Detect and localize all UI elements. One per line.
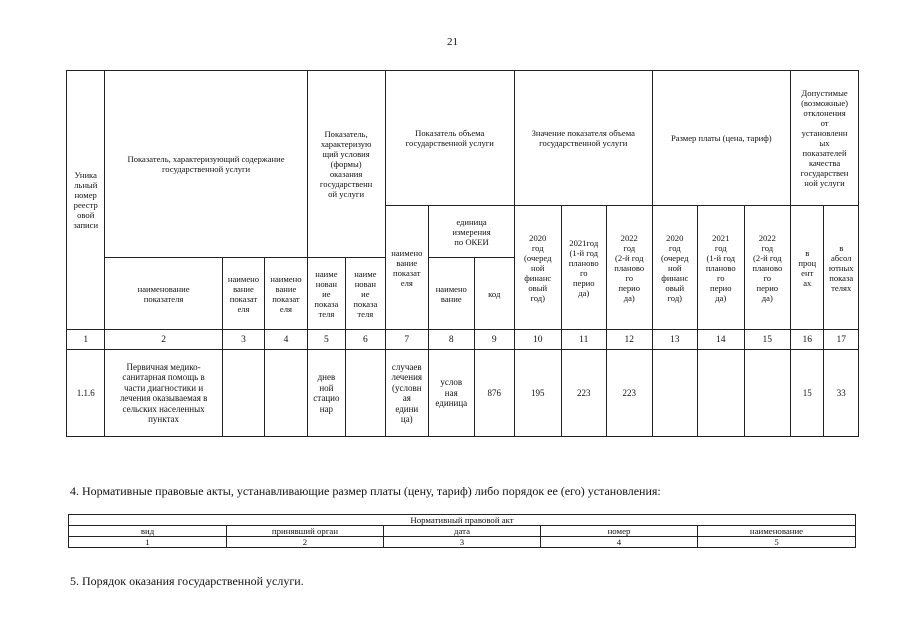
cell-value-2022: 223 <box>607 350 653 437</box>
column-number: 2 <box>105 330 222 350</box>
legal-act-number: 3 <box>384 537 541 548</box>
header-fee-2021: 2021 год (1-й год планово го перио да) <box>698 206 745 330</box>
legal-act-title: Нормативный правовой акт <box>69 515 856 526</box>
cell-fee-2020 <box>652 350 698 437</box>
section-5-heading: 5. Порядок оказания государственной услуги. <box>70 574 304 588</box>
column-number: 4 <box>265 330 307 350</box>
cell-value-2020: 195 <box>514 350 561 437</box>
cell-deviation-percent: 15 <box>791 350 824 437</box>
header-condition-name-1: наиме нован ие показа теля <box>307 258 345 330</box>
header-value-2021: 2021год (1-й год планово го перио да) <box>561 206 607 330</box>
cell-content-3 <box>265 350 307 437</box>
header-unique-number: Уника льный номер реестр овой записи <box>67 71 105 330</box>
header-fee-2022: 2022 год (2-й год планово го перио да) <box>744 206 791 330</box>
page-number: 21 <box>447 36 458 48</box>
header-value-2022: 2022 год (2-й год планово го перио да) <box>607 206 653 330</box>
column-number: 3 <box>222 330 264 350</box>
legal-act-number: 4 <box>541 537 698 548</box>
section-4-heading: 4. Нормативные правовые акты, устанавливающие размер платы (цену, тариф) либо порядок ее (его) установления: <box>70 484 661 498</box>
cell-fee-2021 <box>698 350 745 437</box>
header-fee-size: Размер платы (цена, тариф) <box>652 71 791 206</box>
legal-act-column: вид <box>69 526 227 537</box>
column-number: 13 <box>652 330 698 350</box>
header-unit-name: наимено вание <box>429 258 475 330</box>
column-number: 12 <box>607 330 653 350</box>
header-volume-value: Значение показателя объема государственной услуги <box>514 71 652 206</box>
column-number: 17 <box>824 330 859 350</box>
cell-content-name: Первичная медико- санитарная помощь в части диагностики и лечения оказываемая в сельских населенных пунктах <box>105 350 222 437</box>
column-number: 14 <box>698 330 745 350</box>
column-number: 9 <box>474 330 514 350</box>
header-deviation-absolute: в абсол ютных показа телях <box>824 206 859 330</box>
legal-act-column: номер <box>541 526 698 537</box>
service-volume-table <box>66 70 859 437</box>
legal-act-number: 1 <box>69 537 227 548</box>
cell-unit-code: 876 <box>474 350 514 437</box>
header-unit-okei: единица измерения по ОКЕИ <box>429 206 515 258</box>
cell-content-2 <box>222 350 264 437</box>
column-number: 16 <box>791 330 824 350</box>
header-content-name-3: наимено вание показат еля <box>265 258 307 330</box>
header-unit-code: код <box>474 258 514 330</box>
header-volume-name: наимено вание показат еля <box>385 206 428 330</box>
header-deviation-percent: в проц ент ах <box>791 206 824 330</box>
legal-act-number: 2 <box>227 537 384 548</box>
cell-condition-1: днев ной стацио нар <box>307 350 345 437</box>
cell-value-2021: 223 <box>561 350 607 437</box>
legal-act-number: 5 <box>698 537 856 548</box>
column-number: 15 <box>744 330 791 350</box>
header-conditions-indicator: Показатель, характеризую щий условия (формы) оказания государственн ой услуги <box>307 71 385 258</box>
column-number: 5 <box>307 330 345 350</box>
column-number: 10 <box>514 330 561 350</box>
cell-fee-2022 <box>744 350 791 437</box>
legal-act-column: принявший орган <box>227 526 384 537</box>
header-content-name-2: наимено вание показат еля <box>222 258 264 330</box>
column-number: 1 <box>67 330 105 350</box>
cell-unit-name: услов ная единица <box>429 350 475 437</box>
column-number: 8 <box>429 330 475 350</box>
header-deviations: Допустимые (возможные) отклонения от установленн ых показателей качества государствен ной услуги <box>791 71 859 206</box>
column-number: 6 <box>346 330 385 350</box>
column-number: 7 <box>385 330 428 350</box>
cell-condition-2 <box>346 350 385 437</box>
legal-act-column: дата <box>384 526 541 537</box>
header-condition-name-2: наиме нован ие показа теля <box>346 258 385 330</box>
header-volume-indicator: Показатель объема государственной услуги <box>385 71 514 206</box>
cell-deviation-absolute: 33 <box>824 350 859 437</box>
legal-act-column: наименование <box>698 526 856 537</box>
legal-act-table <box>68 514 856 548</box>
header-fee-2020: 2020 год (очеред ной финанс овый год) <box>652 206 698 330</box>
header-content-name: наименование показателя <box>105 258 222 330</box>
header-content-indicator: Показатель, характеризующий содержание государственной услуги <box>105 71 307 258</box>
column-number: 11 <box>561 330 607 350</box>
header-value-2020: 2020 год (очеред ной финанс овый год) <box>514 206 561 330</box>
cell-registry-number: 1.1.6 <box>67 350 105 437</box>
cell-volume-name: случаев лечения (условн ая едини ца) <box>385 350 428 437</box>
